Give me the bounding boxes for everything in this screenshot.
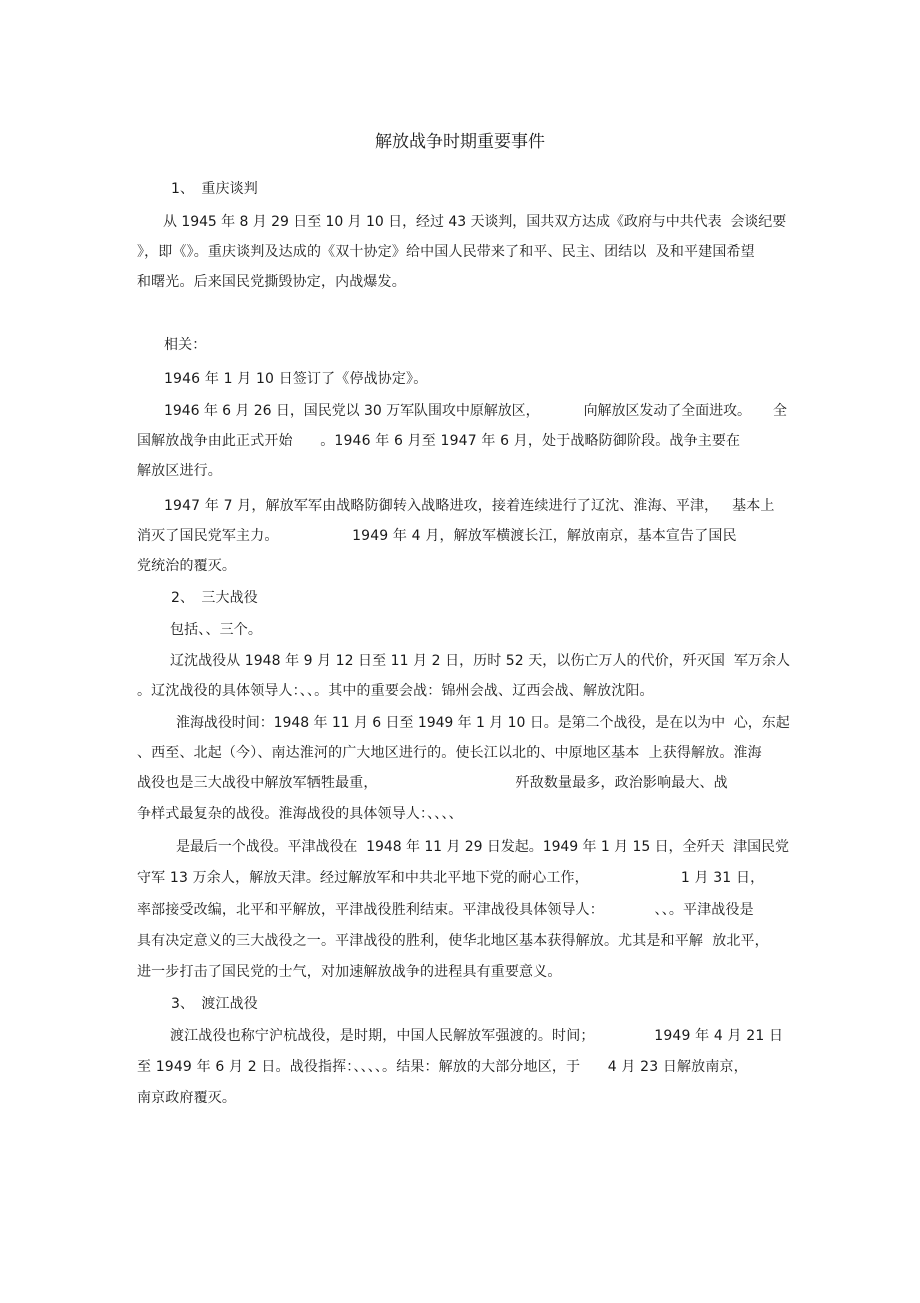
paragraph-line: 解放区进行。	[137, 463, 222, 479]
paragraph-line: 消灭了国民党军主力。 1949 年 4 月，解放军横渡长江，解放南京，基本宣告了国民	[137, 528, 737, 544]
paragraph-line: 包括、、三个。	[170, 622, 263, 638]
paragraph-line: 守军 13 万余人，解放天津。经过解放军和中共北平地下党的耐心工作， 1 月 31 日，	[137, 870, 765, 886]
page-title: 解放战争时期重要事件	[375, 132, 545, 152]
paragraph-line: 战役也是三大战役中解放军牺牲最重， 歼敌数量最多，政治影响最大、战	[137, 775, 728, 791]
paragraph-line: 进一步打击了国民党的士气，对加速解放战争的进程具有重要意义。	[137, 964, 562, 980]
paragraph-line: 争样式最复杂的战役。淮海战役的具体领导人：、、、、	[137, 806, 463, 822]
section-heading-three-campaigns: 2、 三大战役	[171, 590, 258, 606]
paragraph-line: 。辽沈战役的具体领导人：、、。其中的重要会战：锦州会战、辽西会战、解放沈阳。	[137, 683, 654, 699]
paragraph-line: 和曙光。后来国民党撕毁协定，内战爆发。	[137, 274, 406, 290]
paragraph-line: 率部接受改编，北平和平解放，平津战役胜利结束。平津战役具体领导人： 、、。平津战役是	[137, 902, 754, 918]
section-heading-chongqing: 1、 重庆谈判	[171, 181, 258, 197]
paragraph-line: 辽沈战役从 1948 年 9 月 12 日至 11 月 2 日，历时 52 天，以伤亡万人的代价，歼灭国 军万余人	[170, 653, 791, 669]
paragraph-line: 具有决定意义的三大战役之一。平津战役的胜利，使华北地区基本获得解放。尤其是和平解 放北平，	[137, 933, 769, 949]
paragraph-line: 从 1945 年 8 月 29 日至 10 月 10 日，经过 43 天谈判，国共双方达成《政府与中共代表 会谈纪要	[163, 214, 787, 230]
paragraph-line: 渡江战役也称宁沪杭战役，是时期，中国人民解放军强渡的。时间； 1949 年 4 月 21 日	[170, 1028, 784, 1044]
paragraph-line: 是最后一个战役。平津战役在 1948 年 11 月 29 日发起。1949 年 1 月 15 日，全歼天 津国民党	[176, 839, 789, 855]
paragraph-line: 淮海战役时间：1948 年 11 月 6 日至 1949 年 1 月 10 日。是第二个战役，是在以为中 心，东起	[176, 715, 790, 731]
paragraph-line: 党统治的覆灭。	[137, 558, 237, 574]
paragraph-line: 1946 年 1 月 10 日签订了《停战协定》。	[164, 371, 428, 387]
paragraph-line: 1947 年 7 月，解放军军由战略防御转入战略进攻，接着连续进行了辽沈、淮海、平津， 基本上	[164, 498, 775, 514]
paragraph-line: 》，即《》。重庆谈判及达成的《双十协定》给中国人民带来了和平、民主、团结以 及和平建国希望	[137, 244, 755, 260]
related-heading: 相关：	[164, 337, 207, 353]
paragraph-line: 南京政府覆灭。	[137, 1090, 237, 1106]
section-heading-river-crossing: 3、 渡江战役	[171, 996, 258, 1012]
paragraph-line: 、西至、北起（今）、南达淮河的广大地区进行的。使长江以北的、中原地区基本 上获得解放。淮海	[137, 745, 762, 761]
paragraph-line: 至 1949 年 6 月 2 日。战役指挥：、、、、。结果：解放的大部分地区，于 4 月 23 日解放南京，	[137, 1059, 748, 1075]
paragraph-line: 国解放战争由此正式开始 。1946 年 6 月至 1947 年 6 月，处于战略防御阶段。战争主要在	[137, 433, 741, 449]
paragraph-line: 1946 年 6 月 26 日，国民党以 30 万军队围攻中原解放区， 向解放区发动了全面进攻。 全	[164, 403, 787, 419]
